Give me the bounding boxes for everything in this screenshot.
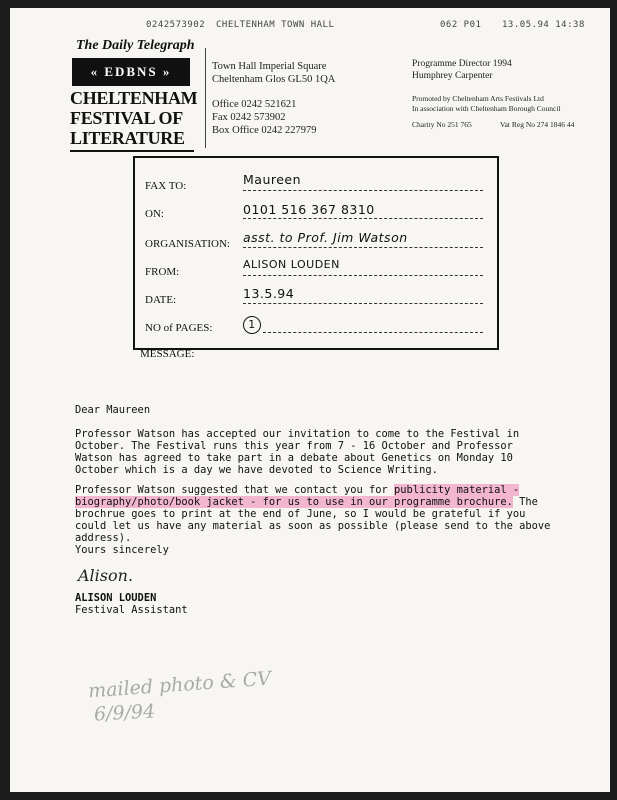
organisation-label: ORGANISATION: <box>145 238 230 250</box>
message-label: MESSAGE: <box>140 348 195 360</box>
fax-page <box>10 8 610 792</box>
festival-name-line-2: FESTIVAL OF <box>70 108 183 128</box>
address-line-2: Cheltenham Glos GL50 1QA <box>212 74 336 85</box>
date-label: DATE: <box>145 294 177 306</box>
from-value: ALISON LOUDEN <box>243 258 340 271</box>
handwritten-note-line-2: 6/9/94 <box>93 700 156 726</box>
signer-name: ALISON LOUDEN <box>75 592 157 604</box>
paragraph-2-start: Professor Watson suggested that we contact you for <box>75 484 395 496</box>
from-line <box>243 275 483 276</box>
pages-value: 1 <box>243 316 261 334</box>
pages-line <box>263 332 483 333</box>
festival-name-line-3: LITERATURE <box>70 128 185 148</box>
letter-paragraph-1: Professor Watson has accepted our invitation to come to the Festival in October. The Festival runs this year from 7 - 16 October and Professor Watson has agreed to take part in a debate about Genetics on Monday 10 October which is a day we have devoted to Science Writing. <box>75 428 520 476</box>
letterhead-divider <box>205 48 206 148</box>
fax-to-line <box>243 190 483 191</box>
fax-header-number: 0242573902 <box>146 20 206 30</box>
association: In association with Cheltenham Borough Council <box>412 104 561 113</box>
fax-header-datetime: 13.05.94 14:38 <box>502 20 585 30</box>
charity-number: Charity No 251 765 <box>412 120 472 129</box>
festival-logo-band: « EDBNS » <box>72 58 190 86</box>
festival-name-line-1: CHELTENHAM <box>70 88 198 108</box>
festival-name <box>70 88 198 148</box>
letter-paragraph-2 <box>75 484 555 544</box>
fax-phone: Fax 0242 573902 <box>212 112 286 123</box>
fax-header-sender: CHELTENHAM TOWN HALL <box>216 20 335 30</box>
phone-block <box>212 98 317 137</box>
from-label: FROM: <box>145 266 180 278</box>
fax-number-label: ON: <box>145 208 164 220</box>
fax-number-value: 0101 516 367 8310 <box>243 202 375 217</box>
organisation-line <box>243 247 483 248</box>
promoted-by: Promoted by Cheltenham Arts Festivals Ltd <box>412 94 544 103</box>
fax-to-value: Maureen <box>243 172 302 187</box>
office-phone: Office 0242 521621 <box>212 99 297 110</box>
signer-title: Festival Assistant <box>75 604 188 616</box>
vat-number: Vat Reg No 274 1846 44 <box>500 120 575 129</box>
letter-salutation: Dear Maureen <box>75 404 151 416</box>
handwritten-note-line-1: mailed photo & CV <box>87 667 272 703</box>
date-value: 13.5.94 <box>243 286 295 301</box>
fax-header-page: 062 P01 <box>440 20 482 30</box>
programme-director-block <box>412 58 512 82</box>
address-line-1: Town Hall Imperial Square <box>212 61 327 72</box>
pages-label: NO of PAGES: <box>145 322 213 334</box>
fax-to-label: FAX TO: <box>145 180 187 192</box>
organisation-value: asst. to Prof. Jim Watson <box>243 230 408 245</box>
signature: Alison. <box>78 566 134 585</box>
date-line <box>243 303 483 304</box>
fax-number-line <box>243 218 483 219</box>
programme-director-name: Humphrey Carpenter <box>412 71 493 81</box>
letter-closing: Yours sincerely <box>75 544 169 556</box>
promoter-block <box>412 94 561 114</box>
programme-director-title: Programme Director 1994 <box>412 59 512 69</box>
newspaper-logo: The Daily Telegraph <box>76 38 195 53</box>
fax-form <box>133 156 499 350</box>
paragraph-2-end: The brochrue goes to print at the end of June, so I would be grateful if you could let us have any material as soon as possible (please send to the above address). <box>75 496 551 544</box>
highlighted-request: publicity material - biography/photo/book jacket - for us to use in our programme brochure. <box>75 484 520 508</box>
address-block <box>212 60 335 86</box>
box-office-phone: Box Office 0242 227979 <box>212 125 317 136</box>
logo-rule <box>70 150 194 152</box>
